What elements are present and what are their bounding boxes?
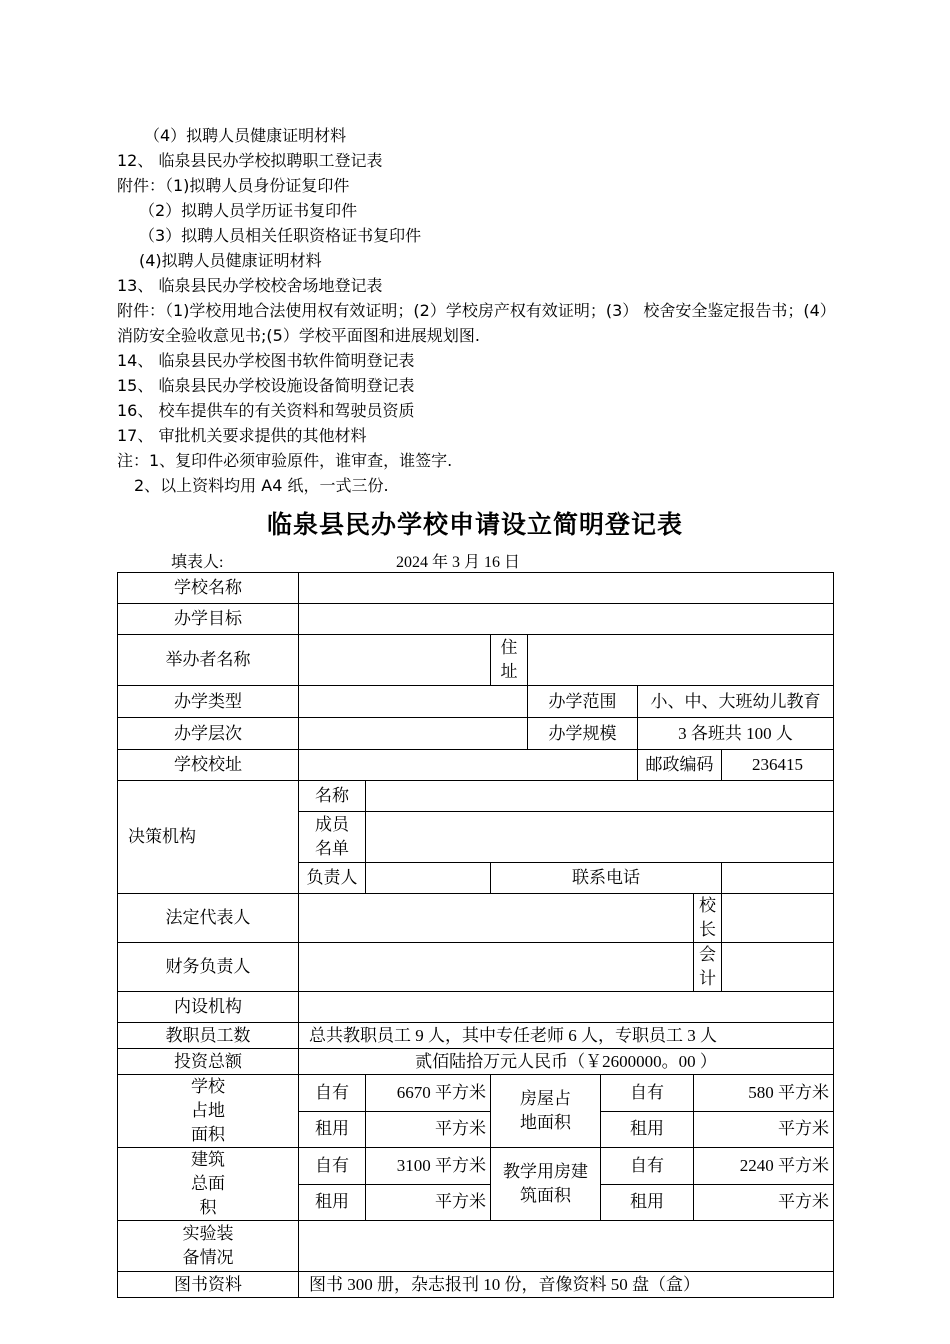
land-owned-field[interactable]: 6670 平方米 (366, 1075, 491, 1112)
teaching-rented-field[interactable]: 平方米 (694, 1184, 834, 1221)
table-row (118, 635, 834, 686)
board-members-label: 成员名单 (299, 812, 366, 863)
building-owned-label: 自有 (299, 1148, 366, 1185)
table-row (118, 1221, 834, 1272)
table-row (118, 718, 834, 750)
list-item: 12、 临泉县民办学校拟聘职工登记表 (117, 151, 383, 170)
fill-date: 2024 年 3 月 16 日 (396, 554, 521, 571)
lab-field[interactable] (299, 1221, 834, 1272)
principal-label: 校长 (694, 894, 722, 943)
campus-address-label: 学校校址 (118, 750, 299, 781)
postcode-field[interactable]: 236415 (722, 750, 834, 781)
goal-label: 办学目标 (118, 604, 299, 635)
table-row (118, 1148, 834, 1185)
table-row (118, 1023, 834, 1049)
attachment-list (117, 123, 847, 498)
school-name-label: 学校名称 (118, 573, 299, 604)
board-phone-label: 联系电话 (491, 863, 722, 894)
land-label: 学校占地面积 (118, 1075, 299, 1148)
level-label: 办学层次 (118, 718, 299, 750)
accountant-field[interactable] (722, 943, 834, 992)
teaching-rented-label: 租用 (601, 1184, 694, 1221)
list-item: 13、 临泉县民办学校校舍场地登记表 (117, 276, 383, 295)
investment-field[interactable]: 贰佰陆拾万元人民币（￥2600000。00 ） (299, 1049, 834, 1075)
house-rented-label: 租用 (601, 1111, 694, 1148)
postcode-label: 邮政编码 (638, 750, 722, 781)
table-row (118, 750, 834, 781)
house-owned-label: 自有 (601, 1075, 694, 1112)
board-name-field[interactable] (366, 781, 834, 812)
house-owned-field[interactable]: 580 平方米 (694, 1075, 834, 1112)
building-rented-label: 租用 (299, 1184, 366, 1221)
table-row (118, 781, 834, 812)
investment-label: 投资总额 (118, 1049, 299, 1075)
table-row (118, 604, 834, 635)
legal-rep-field[interactable] (299, 894, 694, 943)
accountant-label: 会计 (694, 943, 722, 992)
scale-field[interactable]: 3 各班共 100 人 (638, 718, 834, 750)
list-item: 附件：（1)学校用地合法使用权有效证明；(2）学校房产权有效证明；(3） 校舍安全鉴定报告书；(4）消防安全验收意见书;(5）学校平面图和进展规划图. (117, 301, 836, 345)
table-row (118, 1272, 834, 1298)
board-name-label: 名称 (299, 781, 366, 812)
board-phone-field[interactable] (722, 863, 834, 894)
form-title: 临泉县民办学校申请设立简明登记表 (266, 510, 683, 539)
list-item: 15、 临泉县民办学校设施设备简明登记表 (117, 376, 415, 395)
scale-label: 办学规模 (528, 718, 638, 750)
table-row (118, 894, 834, 943)
table-row (118, 1049, 834, 1075)
table-row (118, 686, 834, 718)
principal-field[interactable] (722, 894, 834, 943)
scope-label: 办学范围 (528, 686, 638, 718)
internal-org-label: 内设机构 (118, 992, 299, 1023)
list-item: （2）拟聘人员学历证书复印件 (139, 201, 358, 220)
building-label: 建筑总面积 (118, 1148, 299, 1221)
library-label: 图书资料 (118, 1272, 299, 1298)
school-name-field[interactable] (299, 573, 834, 604)
address-label: 住址 (491, 635, 528, 686)
table-row (118, 992, 834, 1023)
table-row (118, 943, 834, 992)
address-field[interactable] (528, 635, 834, 686)
type-label: 办学类型 (118, 686, 299, 718)
library-field[interactable]: 图书 300 册，杂志报刊 10 份，音像资料 50 盘（盒） (299, 1272, 834, 1298)
list-item: 16、 校车提供车的有关资料和驾驶员资质 (117, 401, 415, 420)
board-members-field[interactable] (366, 812, 834, 863)
building-owned-field[interactable]: 3100 平方米 (366, 1148, 491, 1185)
registration-form-table (117, 572, 834, 1298)
level-field[interactable] (299, 718, 528, 750)
founder-label: 举办者名称 (118, 635, 299, 686)
goal-field[interactable] (299, 604, 834, 635)
list-item: (4)拟聘人员健康证明材料 (139, 251, 322, 270)
filler-label: 填表人: (171, 554, 224, 571)
table-row (118, 573, 834, 604)
campus-address-field[interactable] (299, 750, 638, 781)
table-row (118, 1075, 834, 1112)
note-line: 注：1、复印件必须审验原件，谁审查，谁签字. (117, 451, 453, 470)
internal-org-field[interactable] (299, 992, 834, 1023)
type-field[interactable] (299, 686, 528, 718)
list-item: 17、 审批机关要求提供的其他材料 (117, 426, 367, 445)
legal-rep-label: 法定代表人 (118, 894, 299, 943)
house-rented-field[interactable]: 平方米 (694, 1111, 834, 1148)
staff-field[interactable]: 总共教职员工 9 人，其中专任老师 6 人，专职员工 3 人 (299, 1023, 834, 1049)
lab-label: 实验装备情况 (118, 1221, 299, 1272)
land-rented-field[interactable]: 平方米 (366, 1111, 491, 1148)
board-head-label: 负责人 (299, 863, 366, 894)
land-owned-label: 自有 (299, 1075, 366, 1112)
board-head-field[interactable] (366, 863, 491, 894)
list-item: 附件：（1)拟聘人员身份证复印件 (117, 176, 350, 195)
note-line: 2、以上资料均用 A4 纸，一式三份. (134, 476, 389, 495)
scope-field[interactable]: 小、中、大班幼儿教育 (638, 686, 834, 718)
teaching-owned-field[interactable]: 2240 平方米 (694, 1148, 834, 1185)
teaching-building-label: 教学用房建筑面积 (491, 1148, 601, 1221)
finance-label: 财务负责人 (118, 943, 299, 992)
list-item: （4）拟聘人员健康证明材料 (144, 126, 347, 145)
founder-field[interactable] (299, 635, 491, 686)
staff-label: 教职员工数 (118, 1023, 299, 1049)
building-rented-field[interactable]: 平方米 (366, 1184, 491, 1221)
land-rented-label: 租用 (299, 1111, 366, 1148)
board-label: 决策机构 (118, 781, 299, 894)
house-land-label: 房屋占地面积 (491, 1075, 601, 1148)
finance-field[interactable] (299, 943, 694, 992)
list-item: （3）拟聘人员相关任职资格证书复印件 (139, 226, 422, 245)
list-item: 14、 临泉县民办学校图书软件简明登记表 (117, 351, 415, 370)
teaching-owned-label: 自有 (601, 1148, 694, 1185)
